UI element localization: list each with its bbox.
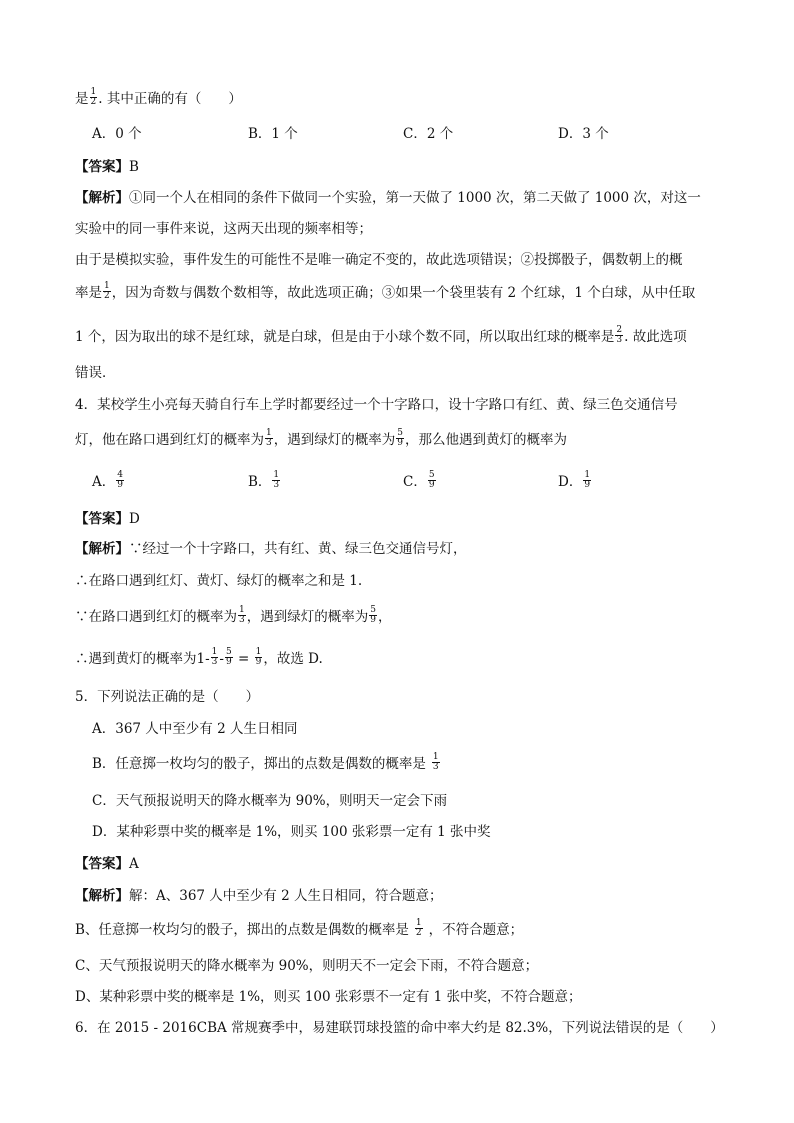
fraction: $\frac{1}{3}$ <box>266 428 272 448</box>
fraction: $\frac{2}{3}$ <box>616 325 623 345</box>
q4-stem-line-2: 灯，他在路口遇到红灯的概率为 $\frac{1}{3}$ ，遇到绿灯的概率为 $\frac{5}{9}$ ，那么他遇到黄灯的概率为 <box>75 428 567 448</box>
q5-analysis-line-3: C、天气预报说明天的降水概率为 90%，则明天不一定会下雨，不符合题意； <box>75 958 539 974</box>
q4-option-c: C． $\frac{5}{9}$ <box>403 470 435 490</box>
q5-stem: 5．下列说法正确的是（ ） <box>75 689 260 705</box>
q3-analysis-line-3: 由于是模拟实验，事件发生的可能性不是唯一确定不变的，故此选项错误；②投掷骰子，偶数朝上的概 <box>75 252 683 268</box>
q4-stem-line-1: 4．某校学生小亮每天骑自行车上学时都要经过一个十字路口，设十字路口有红、黄、绿三色交通信号 <box>75 397 678 413</box>
q5-analysis-line-2: B、任意掷一枚均匀的骰子，掷出的点数是偶数的概率是 $\frac{1}{2}$ ，不符合题意； <box>75 918 524 938</box>
q3-option-c: C．2 个 <box>403 126 454 142</box>
fraction: $\frac{1}{9}$ <box>255 647 262 667</box>
q4-option-a: A． $\frac{4}{9}$ <box>92 470 123 490</box>
q5-analysis-line-4: D、某种彩票中奖的概率是 1%，则买 100 张彩票不一定有 1 张中奖，不符合题意； <box>75 989 582 1005</box>
q5-analysis-line-1: 【解析】解：A、367 人中至少有 2 人生日相同，符合题意； <box>75 888 443 904</box>
q3-analysis-line-4: 率是 $\frac{1}{2}$ ，因为奇数与偶数个数相等，故此选项正确；③如果一个袋里装有 2 个红球，1 个白球，从中任取 <box>75 281 696 301</box>
fraction: $\frac{1}{3}$ <box>432 752 439 772</box>
q5-option-c: C．天气预报说明天的降水概率为 90%，则明天一定会下雨 <box>92 793 448 809</box>
q3-analysis-line-2: 实验中的同一事件来说，这两天出现的频率相等； <box>75 221 372 237</box>
q4-option-b: B． $\frac{1}{3}$ <box>248 470 280 490</box>
q3-analysis-line-5: 1 个，因为取出的球不是红球，就是白球，但是由于小球个数不同，所以取出红球的概率是 $\frac{2}{3}$ . 故此选项 <box>75 325 687 345</box>
q4-analysis-line-2: ∴在路口遇到红灯、黄灯、绿灯的概率之和是 1. <box>75 573 363 589</box>
fraction: $\frac{5}{9}$ <box>225 647 232 667</box>
fraction: $\frac{1}{3}$ <box>273 470 280 490</box>
fraction: $\frac{1}{3}$ <box>239 605 245 625</box>
q4-analysis-line-3: ∵在路口遇到红灯的概率为 $\frac{1}{3}$ ，遇到绿灯的概率为 $\frac{5}{9}$ ， <box>75 605 392 625</box>
q4-option-d: D． $\frac{1}{9}$ <box>558 470 591 490</box>
q4-analysis-line-4: ∴遇到黄灯的概率为1- $\frac{1}{3}$ - $\frac{5}{9}$ = $\frac{1}{9}$ ，故选 D. <box>75 647 323 667</box>
q5-option-b: B．任意掷一枚均匀的骰子，掷出的点数是偶数的概率是 $\frac{1}{3}$ <box>92 752 439 772</box>
q4-answer: 【答案】D <box>75 511 140 527</box>
q3-analysis-line-6: 错误． <box>75 365 116 381</box>
q4-analysis-line-1: 【解析】∵经过一个十字路口，共有红、黄、绿三色交通信号灯， <box>75 541 467 557</box>
q3-option-b: B．1 个 <box>248 126 298 142</box>
q6-stem: 6．在 2015 - 2016CBA 常规赛季中，易建联罚球投篮的命中率大约是 82.3%，下列说法错误的是（ ） <box>75 1020 724 1036</box>
fraction: $\frac{5}{9}$ <box>397 428 403 448</box>
fraction: $\frac{4}{9}$ <box>117 470 123 490</box>
q3-answer: 【答案】B <box>75 159 139 175</box>
fraction: $\frac{1}{2}$ <box>415 918 422 938</box>
fraction: $\frac{5}{9}$ <box>370 605 376 625</box>
fraction: $\frac{1}{2}$ <box>104 281 110 301</box>
fraction: $\frac{1}{2}$ <box>90 87 97 107</box>
q5-answer: 【答案】A <box>75 856 139 872</box>
fraction: $\frac{5}{9}$ <box>428 470 435 490</box>
q3-option-d: D．3 个 <box>558 126 609 142</box>
q5-option-d: D．某种彩票中奖的概率是 1%，则买 100 张彩票一定有 1 张中奖 <box>92 824 491 840</box>
q5-option-a: A．367 人中至少有 2 人生日相同 <box>92 721 298 737</box>
fraction: $\frac{1}{9}$ <box>584 470 591 490</box>
q3-option-a: A．0 个 <box>92 126 142 142</box>
fraction: $\frac{1}{3}$ <box>211 647 218 667</box>
q3-stem-tail: 是 $\frac{1}{2}$ . 其中正确的有（ ） <box>75 87 242 107</box>
q3-analysis-line-1: 【解析】①同一个人在相同的条件下做同一个实验，第一天做了 1000 次，第二天做了 1000 次，对这一 <box>75 190 701 206</box>
